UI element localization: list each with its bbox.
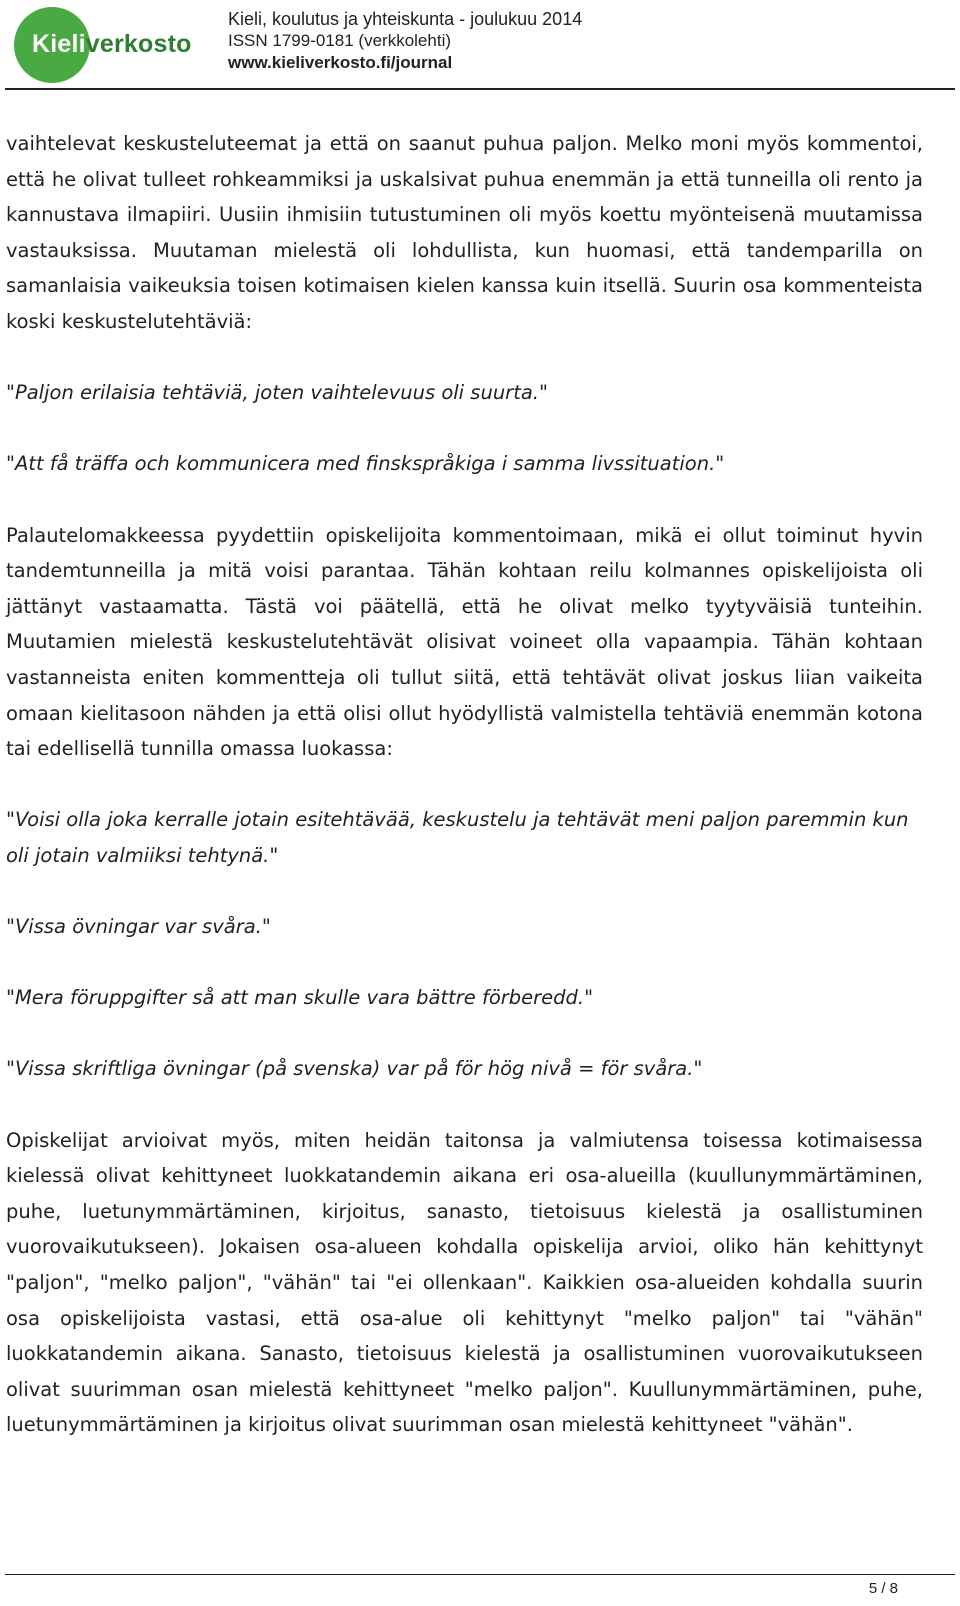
logo-text-kieli: Kieli [32,30,86,58]
header-divider [5,88,955,90]
page-header [0,0,960,90]
quote-4: "Vissa övningar var svåra." [6,915,271,939]
journal-url: www.kieliverkosto.fi/journal [228,53,453,72]
paragraph-1: vaihtelevat keskusteluteemat ja että on saanut puhua paljon. Melko moni myös kommentoi, että he olivat tulleet rohkeammiksi ja uskalsivat puhua enemmän ja että tunneilla oli rento ja kannustava ilmapiiri. Uusiin ihmisiin tutustuminen oli myös koettu myönteisenä muutamissa vastauksissa. Muutaman mielestä oli lohdullista, kun huomasi, että tandemparilla on samanlaisia vaikeuksia toisen kotimaisen kielen kanssa kuin itsellä. Suurin osa kommenteista koski keskustelutehtäviä: [6,132,923,333]
quote-3: "Voisi olla joka kerralle jotain esitehtävää, keskustelu ja tehtävät meni paljon paremmin kun oli jotain valmiiksi tehtynä." [6,808,909,867]
quote-2: "Att få träffa och kommunicera med finskspråkiga i samma livssituation." [6,452,725,476]
page-number: 5 / 8 [868,1580,898,1597]
quote-5: "Mera föruppgifter så att man skulle vara bättre förberedd." [6,986,594,1010]
journal-title: Kieli, koulutus ja yhteiskunta - joulukuu 2014 [228,9,583,29]
logo-text-verkosto: verkosto [85,30,192,58]
issn-line: ISSN 1799-0181 (verkkolehti) [228,31,452,50]
paragraph-3: Opiskelijat arvioivat myös, miten heidän taitonsa ja valmiutensa toisessa kotimaisessa kielessä olivat kehittyneet luokkatandemin aikana eri osa-alueilla (kuullunymmärtäminen, puhe, luetunymmärtäminen, kirjoitus, sanasto, tietoisuus kielestä ja osallistuminen vuorovaikutukseen). Jokaisen osa-alueen kohdalla opiskelija arvioi, oliko hän kehittynyt "paljon", "melko paljon", "vähän" tai "ei ollenkaan". Kaikkien osa-alueiden kohdalla suurin osa opiskelijoista vastasi, että osa-alue oli kehittynyt "melko paljon" tai "vähän" luokkatandemin aikana. Sanasto, tietoisuus kielestä ja osallistuminen vuorovaikutukseen olivat suurimman osan mielestä kehittyneet "melko paljon". Kuullunymmärtäminen, puhe, luetunymmärtäminen ja kirjoitus olivat suurimman osan mielestä kehittyneet "vähän". [6,1128,923,1437]
journal-info [228,8,582,74]
logo-text [32,30,192,59]
footer-divider [5,1574,955,1575]
quote-6: "Vissa skriftliga övningar (på svenska) var på för hög nivå = för svåra." [6,1057,703,1081]
quote-1: "Paljon erilaisia tehtäviä, joten vaihtelevuus oli suurta." [6,381,548,405]
article-body [6,126,923,1443]
paragraph-2: Palautelomakkeessa pyydettiin opiskelijoita kommentoimaan, mikä ei ollut toiminut hyvin tandemtunneilla ja mitä voisi parantaa. Tähän kohtaan reilu kolmannes opiskelijoista oli jättänyt vastaamatta. Tästä voi päätellä, että he olivat melko tyytyväisiä tunteihin. Muutamien mielestä keskustelutehtävät olisivat voineet olla vapaampia. Tähän kohtaan vastanneista eniten kommentteja oli tullut siitä, että tehtävät olivat joskus liian vaikeita omaan kielitasoon nähden ja että olisi ollut hyödyllistä valmistella tehtäviä enemmän kotona tai edellisellä tunnilla omassa luokassa: [6,523,923,761]
